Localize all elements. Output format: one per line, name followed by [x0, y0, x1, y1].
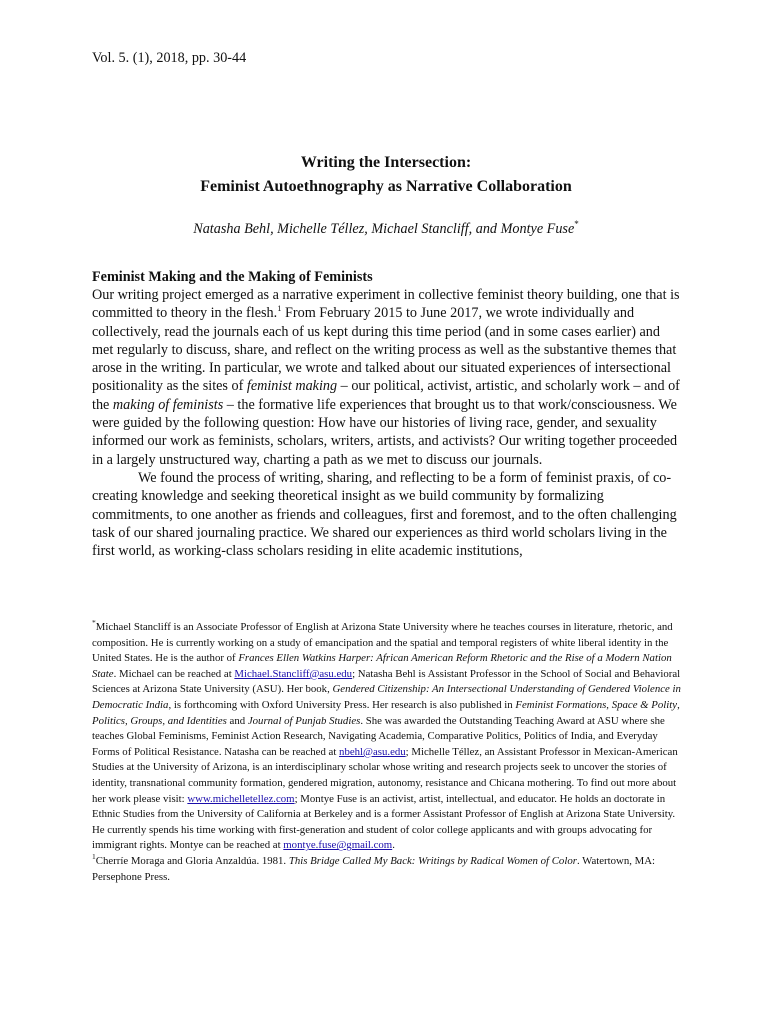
p1-text-c: – our political, activist, artistic, and scholarly work – and of the — [92, 378, 680, 413]
fn-text: and — [226, 714, 248, 727]
fn-journal-title: Space & Polity — [611, 698, 678, 711]
fn-text: , — [677, 698, 680, 711]
fn-text: ; Montye Fuse is an activist, artist, intellectual, and educator. He holds an doctorate in Ethnic Studies from the University of California at Berkeley and is a former Assistant Professor of English at Arizona State University. He currently spends his time working with first-generation and student of color college applicants and with groups advocating for immigrant rights. Montye can be reached at — [92, 792, 676, 852]
title-line-1: Writing the Intersection: — [300, 154, 472, 171]
paragraph-2: We found the process of writing, sharing, and reflecting to be a form of feminist praxis, of co-creating knowledge and seeking theoretical insight as we build community by formalizing commitments, to one another as friends and colleagues, first and foremost, and to the often challenging task of our shared journaling practice. We shared our experiences as third world scholars living in the first world, as working-class scholars residing in elite academic institutions, — [92, 469, 677, 560]
footnote-1 — [92, 851, 684, 885]
p1-text-a: Our writing project emerged as a narrative experiment in collective feminist theory building, one that is committed to theory in the flesh. — [92, 287, 680, 322]
footnotes — [92, 620, 684, 885]
body-text — [92, 286, 682, 560]
fn-text: ; Michelle Téllez, an Assistant Professor in Mexican-American Studies at the University of Arizona, is an interdisciplinary scholar whose writing and research projects seek to uncover the stories of identity, transnational community formation, gendered migration, autonomy, resistance and Chicana mothering. To find out more about her work please visit: — [92, 745, 678, 805]
fn-text: . Michael can be reached at — [113, 667, 235, 680]
fn-text: Michael Stancliff is an Associate Professor of English at Arizona State University where he teaches courses in literature, rhetoric, and composition. He is currently working on a study of emancipation and the spatial and temporal registers of white liberal identity in the United States. He is the author of — [92, 621, 673, 665]
fn-text: . — [392, 839, 395, 852]
article-title — [92, 151, 680, 199]
fn-book-title: Gendered Citizenship: An Intersectional Understanding of Gendered Violence in Democratic India — [92, 683, 681, 711]
section-heading: Feminist Making and the Making of Feminists — [92, 269, 373, 285]
email-link-behl[interactable]: nbehl@asu.edu — [339, 745, 406, 758]
p1-text-d: – the formative life experiences that brought us to that work/consciousness. We were guided by the following question: How have our histories of living race, gender, and sexuality informed our work as feminists, scholars, writers, artists, and activists? Our writing together proceeded in a largely unstructured way, charting a path as we met to discuss our journals. — [92, 396, 678, 468]
fn-book-title: This Bridge Called My Back: Writings by Radical Women of Color — [288, 854, 577, 867]
fn-journal-title: Politics, Groups, and Identities — [92, 714, 227, 727]
running-header: Vol. 5. (1), 2018, pp. 30-44 — [92, 50, 247, 66]
title-line-2: Feminist Autoethnography as Narrative Collaboration — [200, 178, 572, 195]
author-list — [92, 215, 680, 238]
fn-text: ; Natasha Behl is Assistant Professor in the School of Social and Behavioral Sciences at Arizona State University (ASU). Her book, — [92, 667, 681, 696]
authors-text: Natasha Behl, Michelle Téllez, Michael Stancliff, and Montye Fuse — [193, 221, 575, 237]
paragraph-1 — [92, 286, 682, 469]
fn-text: . She was awarded the Outstanding Teaching Award at ASU where she teaches Global Feminisms, Feminist Action Research, Navigating Academia, Comparative Politics, Politics of India, and Everyday Forms of Political Resistance. Natasha can be reached at — [92, 714, 665, 758]
fn-text: , — [606, 698, 612, 711]
email-link-fuse[interactable]: montye.fuse@gmail.com — [283, 839, 393, 852]
website-link-tellez[interactable]: www.michelletellez.com — [187, 792, 295, 805]
fn-text: , is forthcoming with Oxford University Press. Her research is also published in — [168, 698, 516, 711]
footnote-1-mark: 1 — [92, 851, 96, 861]
footnote-star-mark: * — [92, 618, 96, 627]
footnote-ref-1[interactable]: 1 — [277, 303, 282, 314]
p1-emphasis-making-of-feminists: making of feminists — [112, 396, 224, 413]
p1-text-b: From February 2015 to June 2017, we wrote individually and collectively, read the journals each of us kept during this time period (and in some cases earlier) and met regularly to discuss, share, and reflect on the writing process as well as the substantive themes that arose in the writing. In particular, we wrote and talked about our situated experiences of intersectional positionality as the sites of — [92, 305, 677, 395]
p1-emphasis-feminist-making: feminist making — [246, 378, 338, 395]
fn-text: . Watertown, MA: Persephone Press. — [92, 854, 656, 883]
fn-text: Cherríe Moraga and Gloria Anzaldúa. 1981. — [95, 854, 289, 867]
author-footnote-mark[interactable]: * — [574, 219, 579, 229]
fn-journal-title: Feminist Formations — [515, 698, 607, 711]
email-link-stancliff[interactable]: Michael.Stancliff@asu.edu — [234, 667, 353, 680]
fn-book-title: Frances Ellen Watkins Harper: African American Reform Rhetoric and the Rise of a Modern Nation State — [92, 652, 672, 680]
footnote-star — [92, 620, 684, 854]
fn-journal-title: Journal of Punjab Studies — [247, 714, 361, 727]
